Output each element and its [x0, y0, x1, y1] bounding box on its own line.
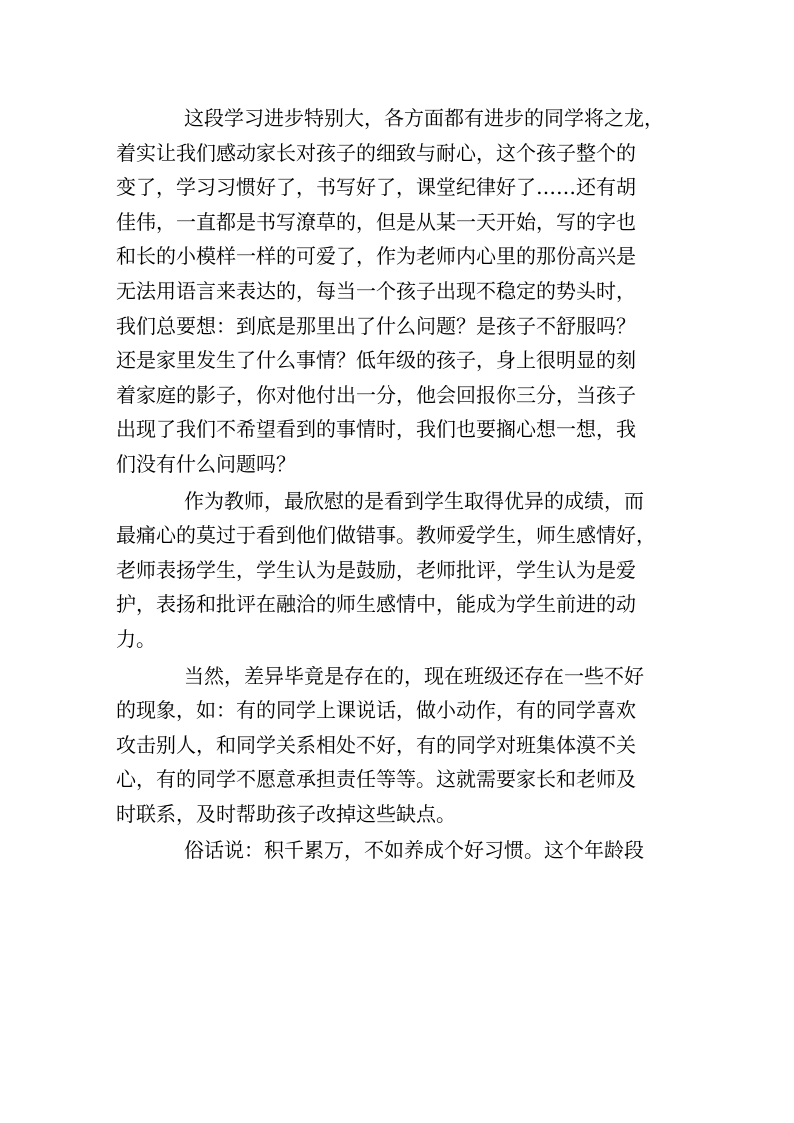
text-line: 护，表扬和批评在融洽的师生感情中，能成为学生前进的动 [116, 592, 636, 617]
paragraph-1 [116, 101, 676, 482]
text-line: 还是家里发生了什么事情？低年级的孩子，身上很明显的刻 [116, 348, 636, 373]
text-line: 老师表扬学生，学生认为是鼓励，老师批评，学生认为是爱 [116, 557, 636, 582]
text-line: 我们总要想：到底是那里出了什么问题？是孩子不舒服吗？ [116, 313, 636, 338]
text-line: 当然，差异毕竟是存在的，现在班级还存在一些不好 [184, 663, 644, 688]
text-line: 着家庭的影子，你对他付出一分，他会回报你三分，当孩子 [116, 382, 636, 407]
text-line: 心，有的同学不愿意承担责任等等。这就需要家长和老师及 [116, 767, 636, 792]
body-text [116, 101, 676, 868]
text-line: 佳伟，一直都是书写潦草的，但是从某一天开始，写的字也 [116, 209, 636, 234]
text-line: 这段学习进步特别大，各方面都有进步的同学将之龙， [184, 106, 664, 130]
text-line: 着实让我们感动家长对孩子的细致与耐心，这个孩子整个的 [116, 140, 636, 165]
text-line: 变了，学习习惯好了，书写好了，课堂纪律好了……还有胡 [116, 175, 636, 200]
text-line: 们没有什么问题吗？ [116, 451, 296, 476]
paragraph-3 [116, 659, 676, 832]
text-line: 和长的小模样一样的可爱了，作为老师内心里的那份高兴是 [116, 244, 636, 269]
text-line: 时联系，及时帮助孩子改掉这些缺点。 [116, 801, 456, 826]
text-line: 俗话说：积千累万，不如养成个好习惯。这个年龄段 [184, 838, 644, 863]
text-line: 无法用语言来表达的，每当一个孩子出现不稳定的势头时， [116, 278, 636, 303]
paragraph-4 [116, 833, 676, 868]
text-line: 最痛心的莫过于看到他们做错事。教师爱学生，师生感情好， [116, 523, 656, 548]
text-line: 的现象，如：有的同学上课说话，做小动作，有的同学喜欢 [116, 698, 636, 723]
paragraph-2 [116, 484, 676, 657]
text-line: 作为教师，最欣慰的是看到学生取得优异的成绩，而 [184, 488, 644, 513]
text-line: 力。 [116, 626, 156, 651]
text-line: 出现了我们不希望看到的事情时，我们也要搁心想一想，我 [116, 417, 636, 442]
text-line: 攻击别人，和同学关系相处不好，有的同学对班集体漠不关 [116, 732, 636, 757]
